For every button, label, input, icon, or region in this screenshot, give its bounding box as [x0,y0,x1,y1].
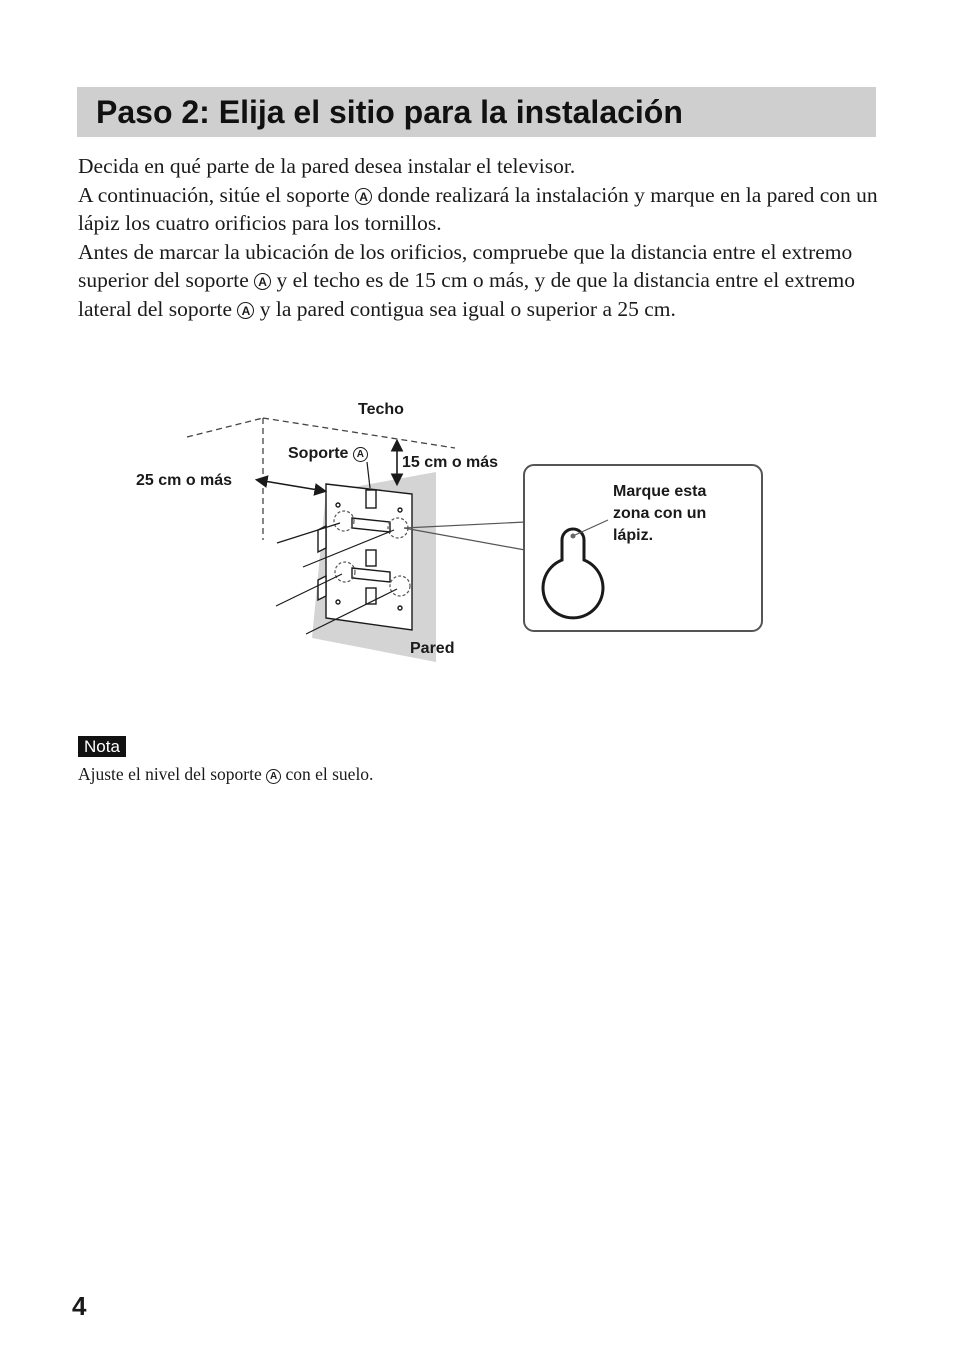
intro-p2-b: donde realizará la instalación y marque en la pared con un lápiz los cuatro orificios para los tornillos. [78,182,878,235]
mark-a-icon: A [353,447,368,462]
label-techo: Techo [358,401,404,418]
page-number: 4 [72,1291,87,1321]
note-text [78,762,373,786]
mark-a-icon: A [237,302,254,319]
intro-paragraph-3 [78,238,878,324]
page-title: Paso 2: Elija el sitio para la instalación [96,94,683,130]
side-distance-arrow [258,480,324,491]
callout-line-2: zona con un [613,505,707,522]
installation-diagram [0,380,954,700]
intro-p3-b: y el techo es de 15 cm o más, y de que la distancia entre el extremo lateral del soporte [78,268,856,321]
label-pared: Pared [410,640,455,657]
mark-a-icon: A [254,273,271,290]
intro-text [78,152,878,323]
label-soporte [288,443,368,465]
note-text-a: Ajuste el nivel del soporte [78,764,267,784]
intro-line-1-text: Decida en qué parte de la pared desea instalar el televisor. [78,154,576,178]
bracket-plate [318,484,412,630]
intro-p2-a: A continuación, sitúe el soporte [78,182,356,207]
label-side-distance: 25 cm o más [136,472,233,489]
note-badge: Nota [78,736,126,757]
callout-line-3: lápiz. [613,527,654,544]
label-top-distance: 15 cm o más [402,454,499,471]
intro-line-1 [78,152,878,181]
mark-a-icon: A [266,769,281,784]
callout-line-1: Marque esta [613,483,707,500]
intro-paragraph-2 [78,181,878,238]
mark-a-icon: A [355,188,372,205]
note-text-b: con el suelo. [281,764,374,784]
label-soporte-text: Soporte [288,445,349,462]
intro-p3-a: Antes de marcar la ubicación de los orificios, compruebe que la distancia entre el extremo superior del soporte [78,239,853,292]
intro-p3-c: y la pared contigua sea igual o superior a 25 cm. [254,296,676,321]
title-bar [77,87,876,137]
diagram-drawing [0,380,954,700]
